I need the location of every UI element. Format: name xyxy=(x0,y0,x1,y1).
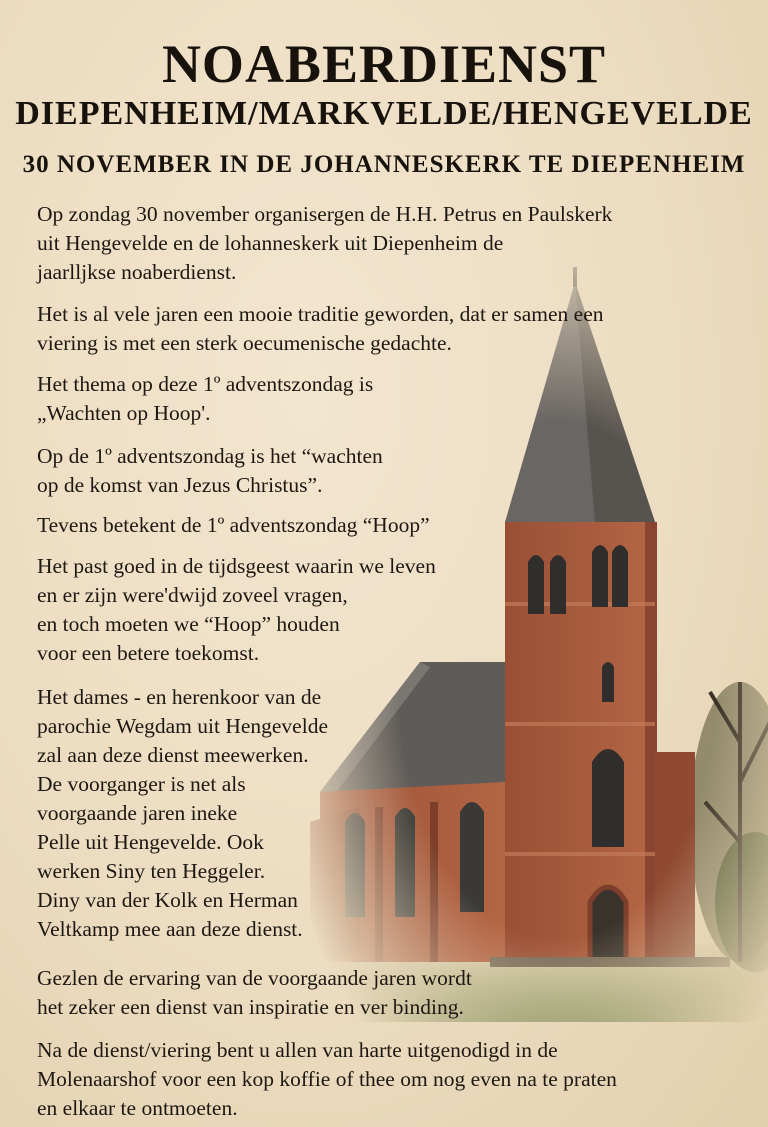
paragraph-invitation xyxy=(37,1036,617,1123)
tree-icon xyxy=(690,682,768,972)
event-date-line: 30 NOVEMBER IN DE JOHANNESKERK TE DIEPENHEIM xyxy=(22,151,746,178)
text-line: voorgaande jaren ineke xyxy=(37,801,238,825)
text-line: Veltkamp mee aan deze dienst. xyxy=(37,917,303,941)
text-line: jaarlljkse noaberdienst. xyxy=(37,260,237,284)
text-line: werken Siny ten Heggeler. xyxy=(37,859,266,883)
text-line: op de komst van Jezus Christus”. xyxy=(37,473,323,497)
text-line: het zeker een dienst van inspiratie en ver binding. xyxy=(37,995,464,1019)
text-line: Molenaarshof voor een kop koffie of thee om nog even na te praten xyxy=(37,1067,617,1091)
paragraph-zeitgeist xyxy=(37,552,436,668)
paragraph-tradition xyxy=(37,300,604,358)
text-line: Het past goed in de tijdsgeest waarin we leven xyxy=(37,554,436,578)
text-line: Het thema op deze 1º adventszondag is xyxy=(37,372,374,396)
text-line: Diny van der Kolk en Herman xyxy=(37,888,298,912)
text-line: voor een betere toekomst. xyxy=(37,641,260,665)
text-line: De voorganger is net als xyxy=(37,772,246,796)
text-line: Gezlen de ervaring van de voorgaande jaren wordt xyxy=(37,966,472,990)
paragraph-choir xyxy=(37,683,328,944)
text-line: Op zondag 30 november organisergen de H.H. Petrus en Paulskerk xyxy=(37,202,613,226)
text-line: en elkaar te ontmoeten. xyxy=(37,1096,238,1120)
text-line: Pelle uit Hengevelde. Ook xyxy=(37,830,264,854)
text-line: Op de 1º adventszondag is het “wachten xyxy=(37,444,383,468)
text-line: parochie Wegdam uit Hengevelde xyxy=(37,714,328,738)
text-line: zal aan deze dienst meewerken. xyxy=(37,743,309,767)
text-line: en er zijn were'dwijd zoveel vragen, xyxy=(37,583,348,607)
text-line: Tevens betekent de 1º adventszondag “Hoop” xyxy=(37,513,430,537)
text-line: Na de dienst/viering bent u allen van harte uitgenodigd in de xyxy=(37,1038,558,1062)
paragraph-intro xyxy=(37,200,612,287)
text-line: en toch moeten we “Hoop” houden xyxy=(37,612,340,636)
paragraph-inspiration xyxy=(37,964,472,1022)
text-line: viering is met een sterk oecumenische gedachte. xyxy=(37,331,452,355)
paragraph-advent xyxy=(37,442,383,500)
text-line: Het dames - en herenkoor van de xyxy=(37,685,322,709)
poster-title: NOABERDIENST xyxy=(161,34,607,94)
poster-subtitle: DIEPENHEIM/MARKVELDE/HENGEVELDE xyxy=(15,95,753,132)
text-line: uit Hengevelde en de lohanneskerk uit Diepenheim de xyxy=(37,231,504,255)
text-line: Het is al vele jaren een mooie traditie geworden, dat er samen een xyxy=(37,302,604,326)
paragraph-hope xyxy=(37,511,430,540)
text-line: „Wachten op Hoop'. xyxy=(37,401,211,425)
paragraph-theme xyxy=(37,370,373,428)
